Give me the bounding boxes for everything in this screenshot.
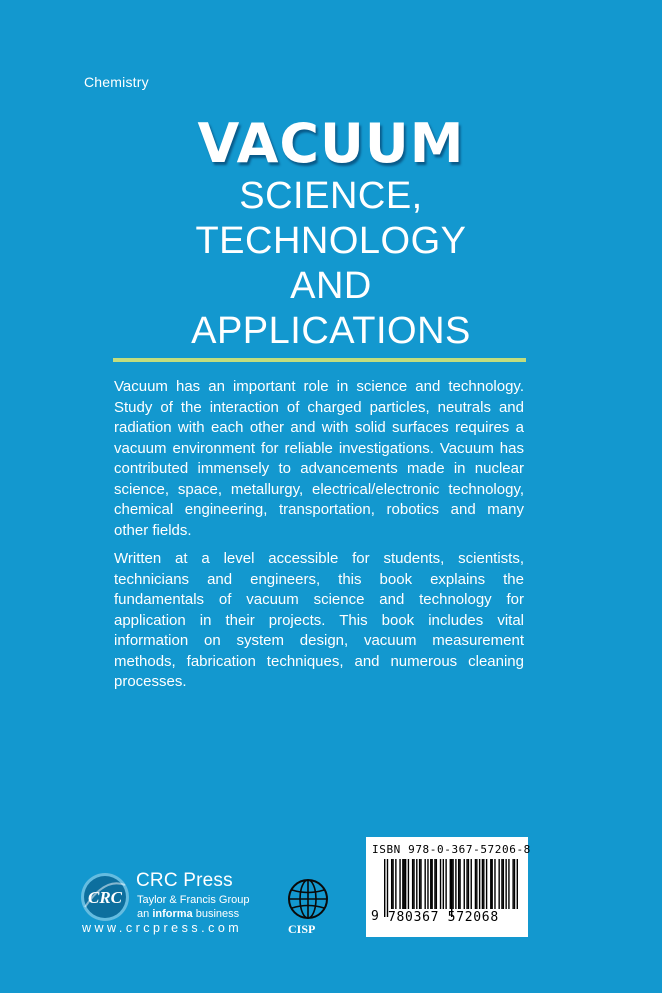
barcode-bar bbox=[436, 859, 437, 909]
barcode-bar bbox=[458, 859, 459, 909]
barcode-bar bbox=[491, 859, 492, 909]
book-title-line-1: SCIENCE, bbox=[239, 175, 423, 217]
barcode-bar bbox=[404, 859, 405, 909]
barcode-bar bbox=[455, 859, 456, 909]
barcode-bar bbox=[503, 859, 504, 909]
barcode-bar bbox=[514, 859, 515, 909]
barcode-bar bbox=[479, 859, 480, 909]
barcode-bar bbox=[490, 859, 491, 909]
barcode-bar bbox=[443, 859, 444, 909]
barcode-bar bbox=[412, 859, 413, 909]
barcode-bar bbox=[498, 859, 499, 909]
barcode-bar bbox=[395, 859, 396, 909]
barcode-bar bbox=[445, 859, 446, 909]
barcode-bar bbox=[387, 859, 388, 917]
book-title-line-2: TECHNOLOGY bbox=[195, 220, 467, 262]
barcode-bar bbox=[384, 859, 385, 917]
barcode-bar bbox=[505, 859, 506, 909]
barcode-bar bbox=[508, 859, 509, 909]
publisher-group: Taylor & Francis Group bbox=[137, 894, 250, 906]
blurb-paragraph-2: Written at a level accessible for students, scientists, technicians and engineers, this book explains the fundamentals of vacuum science and technology for application in their projects. This book includes vital information on system design, vacuum measurement methods, fabrication techniques, and numerous cleaning processes. bbox=[114, 550, 524, 690]
barcode-bar bbox=[452, 859, 453, 909]
barcode-bar bbox=[440, 859, 441, 909]
barcode-bar bbox=[494, 859, 495, 909]
barcode-bar bbox=[430, 859, 431, 909]
barcode-bar bbox=[486, 859, 487, 909]
book-title-main: VACUUM bbox=[197, 112, 465, 175]
globe-icon bbox=[287, 878, 329, 920]
crc-logo-text: CRC bbox=[87, 888, 123, 907]
barcode-bar bbox=[420, 859, 421, 909]
barcode-bar bbox=[427, 859, 428, 909]
publisher-informa-line bbox=[137, 908, 239, 920]
category-label: Chemistry bbox=[84, 74, 149, 90]
barcode-bar bbox=[459, 859, 460, 909]
book-title-line-3: AND bbox=[290, 265, 372, 307]
informa-prefix: an bbox=[137, 908, 150, 920]
ean-digits: 780367 572068 bbox=[388, 910, 499, 925]
barcode-bar bbox=[464, 859, 465, 909]
publisher-website[interactable]: www.crcpress.com bbox=[82, 921, 243, 935]
informa-suffix: business bbox=[195, 908, 240, 920]
barcode-bar bbox=[399, 859, 400, 909]
barcode-bar bbox=[424, 859, 425, 909]
barcode-bar bbox=[471, 859, 472, 909]
barcode-bar bbox=[419, 859, 420, 909]
barcode-bar bbox=[476, 859, 477, 909]
barcode-bar bbox=[402, 859, 403, 909]
barcode-bar bbox=[392, 859, 393, 909]
barcode-bar bbox=[405, 859, 406, 909]
isbn-label: ISBN 978-0-367-57206-8 bbox=[372, 843, 531, 856]
title-divider bbox=[113, 358, 526, 362]
barcode-bar bbox=[468, 859, 469, 909]
informa-bold: informa bbox=[152, 908, 193, 920]
publisher-name: CRC Press bbox=[136, 870, 233, 891]
barcode-bar bbox=[501, 859, 502, 909]
book-title-line-4: APPLICATIONS bbox=[191, 310, 471, 352]
ean-first-digit: 9 bbox=[371, 909, 379, 924]
barcode-bar bbox=[451, 859, 452, 917]
barcode-bar bbox=[450, 859, 451, 909]
barcode-bar bbox=[512, 859, 513, 909]
crc-press-logo-icon bbox=[79, 871, 131, 923]
barcode-bar bbox=[408, 859, 409, 909]
barcode-bar bbox=[475, 859, 476, 909]
barcode-bar bbox=[413, 859, 414, 909]
cisp-label: CISP bbox=[288, 922, 316, 936]
barcode-bar bbox=[517, 859, 518, 909]
blurb-paragraph-1: Vacuum has an important role in science and technology. Study of the interaction of charged particles, neutrals and radiation with each other and with solid surfaces requires a vacuum environment for reliable investigations. Vacuum has contributed immensely to advancements made in nuclear science, space, metallurgy, electrical/electronic technology, chemical engineering, transportation, robotics and many other fields. bbox=[114, 378, 524, 539]
barcode-bar bbox=[431, 859, 432, 909]
barcode-bar bbox=[391, 859, 392, 909]
barcode-bar bbox=[482, 859, 483, 909]
isbn-barcode bbox=[366, 837, 531, 937]
barcode-bar bbox=[434, 859, 435, 909]
barcode-bar bbox=[416, 859, 417, 909]
barcode-bar bbox=[483, 859, 484, 909]
barcode-bars bbox=[384, 859, 518, 917]
barcode-bar bbox=[466, 859, 467, 909]
